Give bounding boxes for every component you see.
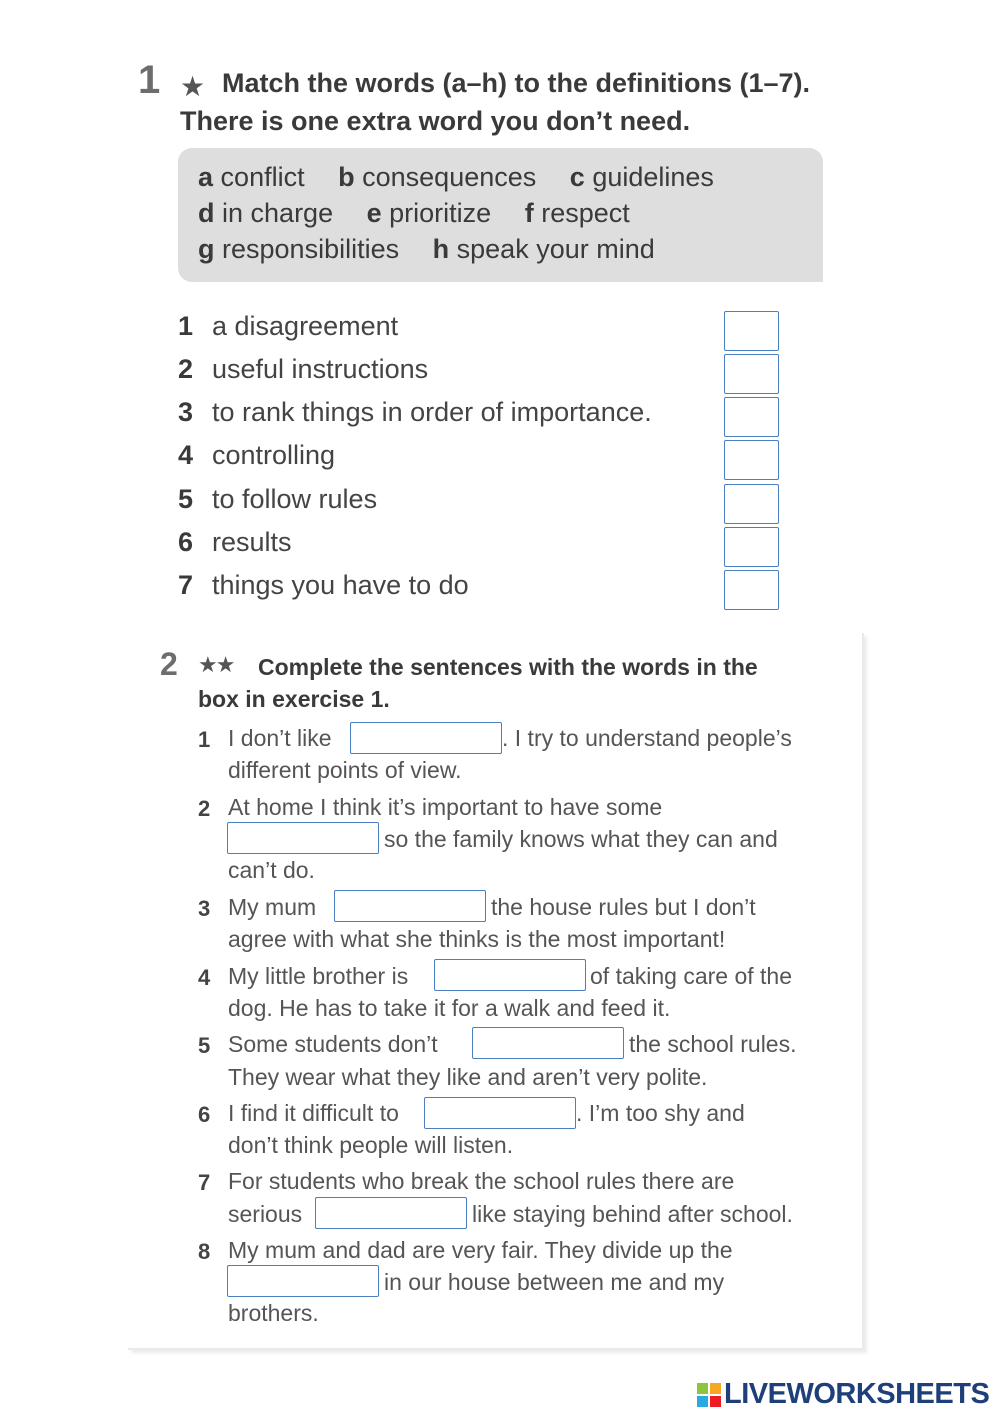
gap-input-7[interactable] — [315, 1197, 467, 1229]
word-item: respect — [541, 198, 630, 228]
definition-row: 3 to rank things in order of importance. — [178, 397, 652, 427]
exercise-2-title: Complete the sentences with the words in the — [258, 654, 758, 680]
sentence-text: in our house between me and my — [384, 1269, 725, 1295]
word-letter: e — [366, 198, 382, 228]
definition-row: 7 things you have to do — [178, 570, 469, 600]
definition-row: 1 a disagreement — [178, 311, 399, 341]
logo-text: LIVEWORKSHEETS — [724, 1378, 990, 1410]
sentence-text: They wear what they like and aren’t very polite. — [228, 1064, 708, 1090]
sentence-text: My little brother is — [228, 963, 409, 989]
sentence-text: so the family knows what they can and — [384, 826, 778, 852]
word-box-line-3 — [198, 234, 655, 265]
answer-box-5[interactable] — [724, 484, 779, 524]
sentence-text: . I try to understand people’s — [502, 725, 792, 751]
word-item: conflict — [220, 162, 305, 192]
gap-input-8[interactable] — [227, 1265, 379, 1297]
word-item: consequences — [362, 162, 537, 192]
word-box — [178, 148, 823, 282]
word-letter: h — [432, 234, 450, 264]
answer-box-3[interactable] — [724, 397, 779, 437]
sentence-number: 3 — [198, 896, 211, 921]
gap-input-3[interactable] — [334, 890, 486, 922]
sentence-text: of taking care of the — [590, 963, 793, 989]
word-item: prioritize — [389, 198, 492, 228]
answer-box-6[interactable] — [724, 527, 779, 567]
sentence-text: the school rules. — [629, 1031, 797, 1057]
sentence-text: . I’m too shy and — [576, 1100, 745, 1126]
sentence-text: dog. He has to take it for a walk and feed it. — [228, 995, 671, 1021]
exercise-1-star-icon: ★ — [180, 71, 206, 102]
gap-input-1[interactable] — [350, 722, 502, 754]
sentence-number: 6 — [198, 1102, 211, 1127]
definition-row: 2 useful instructions — [178, 354, 429, 384]
sentence-text: can’t do. — [228, 857, 315, 883]
word-letter: c — [569, 162, 585, 192]
definition-row: 5 to follow rules — [178, 484, 378, 514]
word-letter: g — [198, 234, 215, 264]
exercise-2-star-icon: ★★ — [198, 652, 234, 677]
sentence-number: 1 — [198, 727, 211, 752]
sentence-text: I find it difficult to — [228, 1100, 399, 1126]
exercise-2-number: 2 — [160, 646, 178, 682]
sentence-number: 5 — [198, 1033, 211, 1058]
sentence-text: My mum and dad are very fair. They divide up the — [228, 1237, 733, 1263]
sentence-text: At home I think it’s important to have some — [228, 794, 663, 820]
word-item: in charge — [222, 198, 334, 228]
word-box-line-1 — [198, 162, 714, 193]
liveworksheets-logo-icon — [696, 1382, 722, 1408]
definition-row: 4 controlling — [178, 440, 336, 470]
exercise-2-subtitle: box in exercise 1. — [198, 686, 390, 712]
gap-input-6[interactable] — [424, 1097, 576, 1129]
exercise-1-subtitle: There is one extra word you don’t need. — [180, 106, 691, 136]
sentence-text: brothers. — [228, 1300, 319, 1326]
gap-input-5[interactable] — [472, 1027, 624, 1059]
word-letter: f — [524, 198, 534, 228]
sentence-text: My mum — [228, 894, 317, 920]
sentence-text: don’t think people will listen. — [228, 1132, 514, 1158]
exercise-1-title: Match the words (a–h) to the definitions (1–7). — [222, 68, 811, 98]
sentence-text: agree with what she thinks is the most important! — [228, 926, 726, 952]
answer-box-2[interactable] — [724, 354, 779, 394]
definition-row: 6 results — [178, 527, 292, 557]
word-box-line-2 — [198, 198, 630, 229]
gap-input-2[interactable] — [227, 822, 379, 854]
sentence-text: For students who break the school rules there are — [228, 1168, 735, 1194]
sentence-text: serious — [228, 1201, 303, 1227]
sentence-number: 7 — [198, 1170, 211, 1195]
sentence-number: 2 — [198, 796, 211, 821]
gap-input-4[interactable] — [434, 959, 586, 991]
exercise-1-number: 1 — [138, 58, 161, 102]
word-item: guidelines — [592, 162, 714, 192]
sentence-text: I don’t like — [228, 725, 332, 751]
word-letter: d — [198, 198, 215, 228]
sentence-number: 4 — [198, 965, 211, 990]
sentence-text: different points of view. — [228, 757, 462, 783]
word-item: speak your mind — [456, 234, 655, 264]
answer-box-1[interactable] — [724, 311, 779, 351]
sentence-number: 8 — [198, 1239, 211, 1264]
answer-box-4[interactable] — [724, 440, 779, 480]
sentence-text: like staying behind after school. — [472, 1201, 793, 1227]
word-letter: a — [198, 162, 214, 192]
word-letter: b — [338, 162, 355, 192]
sentence-text: Some students don’t — [228, 1031, 438, 1057]
answer-box-7[interactable] — [724, 570, 779, 610]
word-item: responsibilities — [222, 234, 400, 264]
sentence-text: the house rules but I don’t — [491, 894, 756, 920]
